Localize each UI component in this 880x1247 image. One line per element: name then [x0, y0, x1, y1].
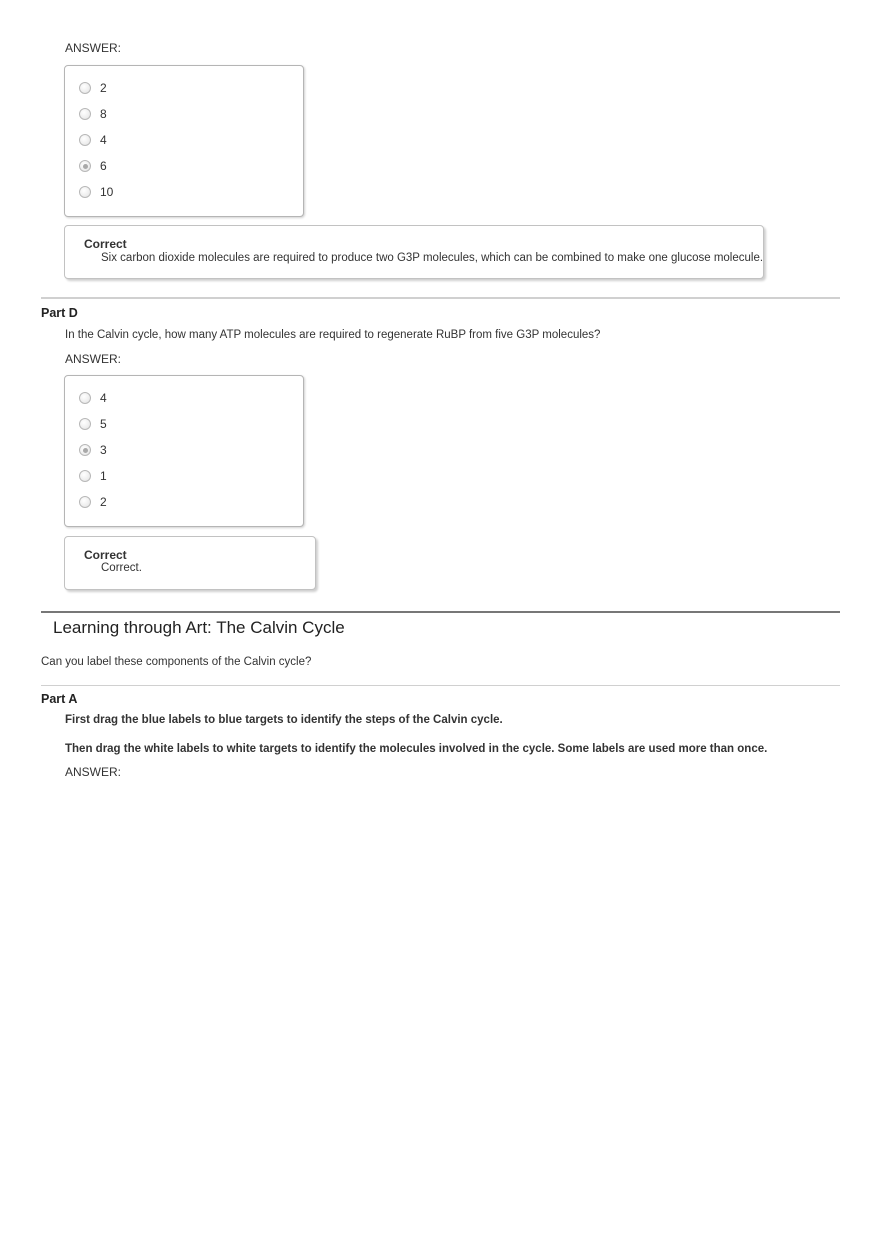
answer-options-box [64, 65, 304, 217]
answer-label: ANSWER: [65, 765, 122, 779]
radio-button[interactable] [79, 392, 91, 404]
part-title: Part A [41, 692, 78, 706]
radio-button[interactable] [79, 186, 91, 198]
option-5[interactable] [79, 416, 107, 432]
option-label: 10 [100, 185, 114, 199]
feedback-title: Correct [84, 237, 127, 251]
divider [41, 297, 840, 299]
option-8[interactable] [79, 106, 107, 122]
divider [41, 685, 840, 686]
radio-button-selected[interactable] [79, 160, 91, 172]
option-label: 4 [100, 133, 107, 147]
section-divider [41, 611, 840, 613]
option-10[interactable] [79, 184, 113, 200]
feedback-title: Correct [84, 548, 127, 562]
feedback-box [64, 225, 764, 279]
option-4[interactable] [79, 390, 107, 406]
answer-label: ANSWER: [65, 41, 122, 55]
option-label: 4 [100, 391, 107, 405]
option-4[interactable] [79, 132, 107, 148]
option-label: 3 [100, 443, 107, 457]
option-label: 2 [100, 495, 107, 509]
option-2[interactable] [79, 80, 107, 96]
radio-button[interactable] [79, 496, 91, 508]
feedback-text: Correct. [101, 562, 142, 574]
section-title: Learning through Art: The Calvin Cycle [53, 618, 345, 637]
feedback-box [64, 536, 316, 590]
option-label: 1 [100, 469, 107, 483]
radio-button[interactable] [79, 82, 91, 94]
radio-button[interactable] [79, 470, 91, 482]
answer-options-box [64, 375, 304, 527]
section-intro: Can you label these components of the Calvin cycle? [41, 656, 312, 668]
option-3[interactable] [79, 442, 107, 458]
question-text: In the Calvin cycle, how many ATP molecules are required to regenerate RuBP from five G3P molecules? [65, 329, 601, 341]
feedback-text: Six carbon dioxide molecules are required to produce two G3P molecules, which can be combined to make one glucose molecule. [101, 252, 764, 264]
option-1[interactable] [79, 468, 107, 484]
option-label: 8 [100, 107, 107, 121]
radio-button[interactable] [79, 134, 91, 146]
radio-button[interactable] [79, 418, 91, 430]
option-label: 6 [100, 159, 107, 173]
option-label: 5 [100, 417, 107, 431]
radio-button[interactable] [79, 108, 91, 120]
option-label: 2 [100, 81, 107, 95]
instruction-text: First drag the blue labels to blue targets to identify the steps of the Calvin cycle. [65, 714, 503, 726]
option-6[interactable] [79, 158, 107, 174]
part-title: Part D [41, 306, 78, 320]
option-2[interactable] [79, 494, 107, 510]
answer-label: ANSWER: [65, 352, 122, 366]
radio-button-selected[interactable] [79, 444, 91, 456]
instruction-text: Then drag the white labels to white targets to identify the molecules involved in the cycle. Some labels are used more than once. [65, 743, 768, 755]
